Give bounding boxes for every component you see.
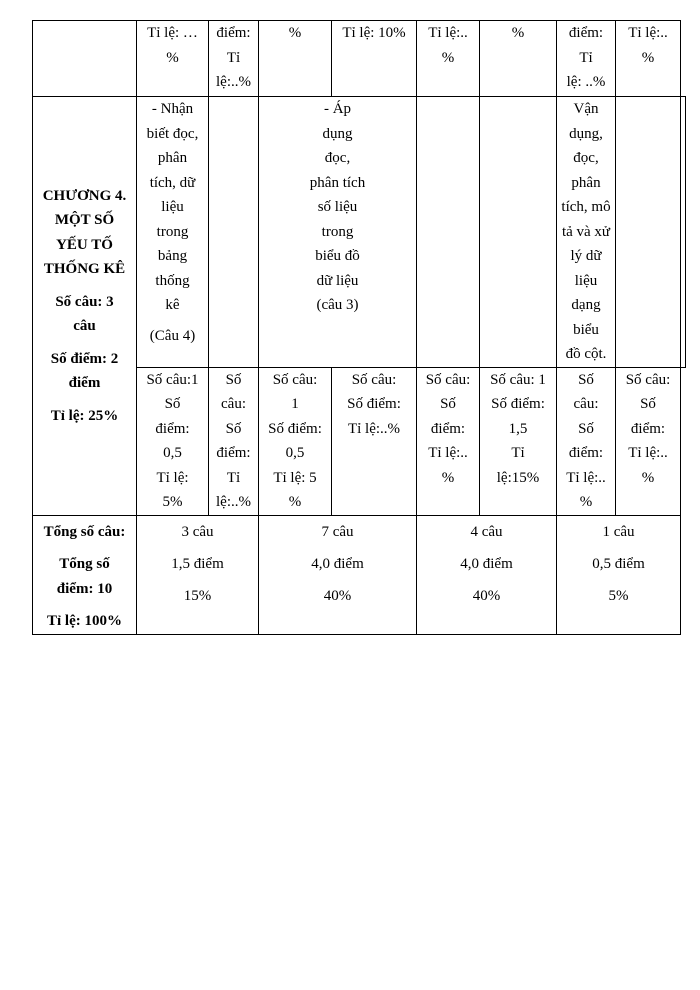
top-cell-4: Tỉ lệ: 10% (332, 21, 417, 97)
score-cell-4: Số câu: Số điểm: Tỉ lệ:..% (332, 367, 417, 515)
totals-row (33, 515, 686, 634)
content-cell-5 (480, 97, 557, 368)
top-cell-2: điểm: Tỉ lệ:..% (209, 21, 259, 97)
score-cell-7: Số câu: Số điểm: Tỉ lệ:.. % (557, 367, 616, 515)
content-cell-2 (209, 97, 259, 368)
totals-group-2: 7 câu 4,0 điểm 40% (259, 515, 417, 634)
score-cell-6: Số câu: 1 Số điểm: 1,5 Tỉ lệ:15% (480, 367, 557, 515)
matrix-table (32, 20, 686, 635)
totals-group-3: 4 câu 4,0 điểm 40% (417, 515, 557, 634)
top-cell-8: Tỉ lệ:.. % (616, 21, 681, 97)
top-cell-5: Tỉ lệ:.. % (417, 21, 480, 97)
score-cell-3: Số câu: 1 Số điểm: 0,5 Tỉ lệ: 5 % (259, 367, 332, 515)
top-cell-1: Tỉ lệ: … % (137, 21, 209, 97)
score-cell-2: Số câu: Số điểm: Tỉ lệ:..% (209, 367, 259, 515)
content-cell-7 (616, 97, 681, 368)
chapter-label-cell: CHƯƠNG 4. MỘT SỐ YẾU TỐ THỐNG KÊ Số câu: 3 câu Số điểm: 2 điểm Tỉ lệ: 25% (33, 97, 137, 516)
top-cell-3: % (259, 21, 332, 97)
score-cell-5: Số câu: Số điểm: Tỉ lệ:.. % (417, 367, 480, 515)
totals-group-4: 1 câu 0,5 điểm 5% (557, 515, 681, 634)
content-cell-3: - Áp dụng đọc, phân tích số liệu trong biểu đồ dữ liệu (câu 3) (259, 97, 417, 368)
chapter-content-row (33, 97, 686, 368)
totals-label-cell: Tổng số câu: Tổng số điểm: 10 Tỉ lệ: 100% (33, 515, 137, 634)
top-cell-6: % (480, 21, 557, 97)
totals-group-1: 3 câu 1,5 điểm 15% (137, 515, 259, 634)
top-row (33, 21, 686, 97)
top-empty-cell (33, 21, 137, 97)
content-cell-8 (681, 97, 686, 368)
content-cell-4 (417, 97, 480, 368)
content-cell-6: Vận dụng, đọc, phân tích, mô tả và xử lý dữ liệu dạng biểu đồ cột. (557, 97, 616, 368)
content-cell-1: - Nhận biết đọc, phân tích, dữ liệu trong bảng thống kê (Câu 4) (137, 97, 209, 368)
score-cell-8: Số câu: Số điểm: Tỉ lệ:.. % (616, 367, 681, 515)
score-cell-1: Số câu:1 Số điểm: 0,5 Tỉ lệ: 5% (137, 367, 209, 515)
top-cell-7: điểm: Tỉ lệ: ..% (557, 21, 616, 97)
